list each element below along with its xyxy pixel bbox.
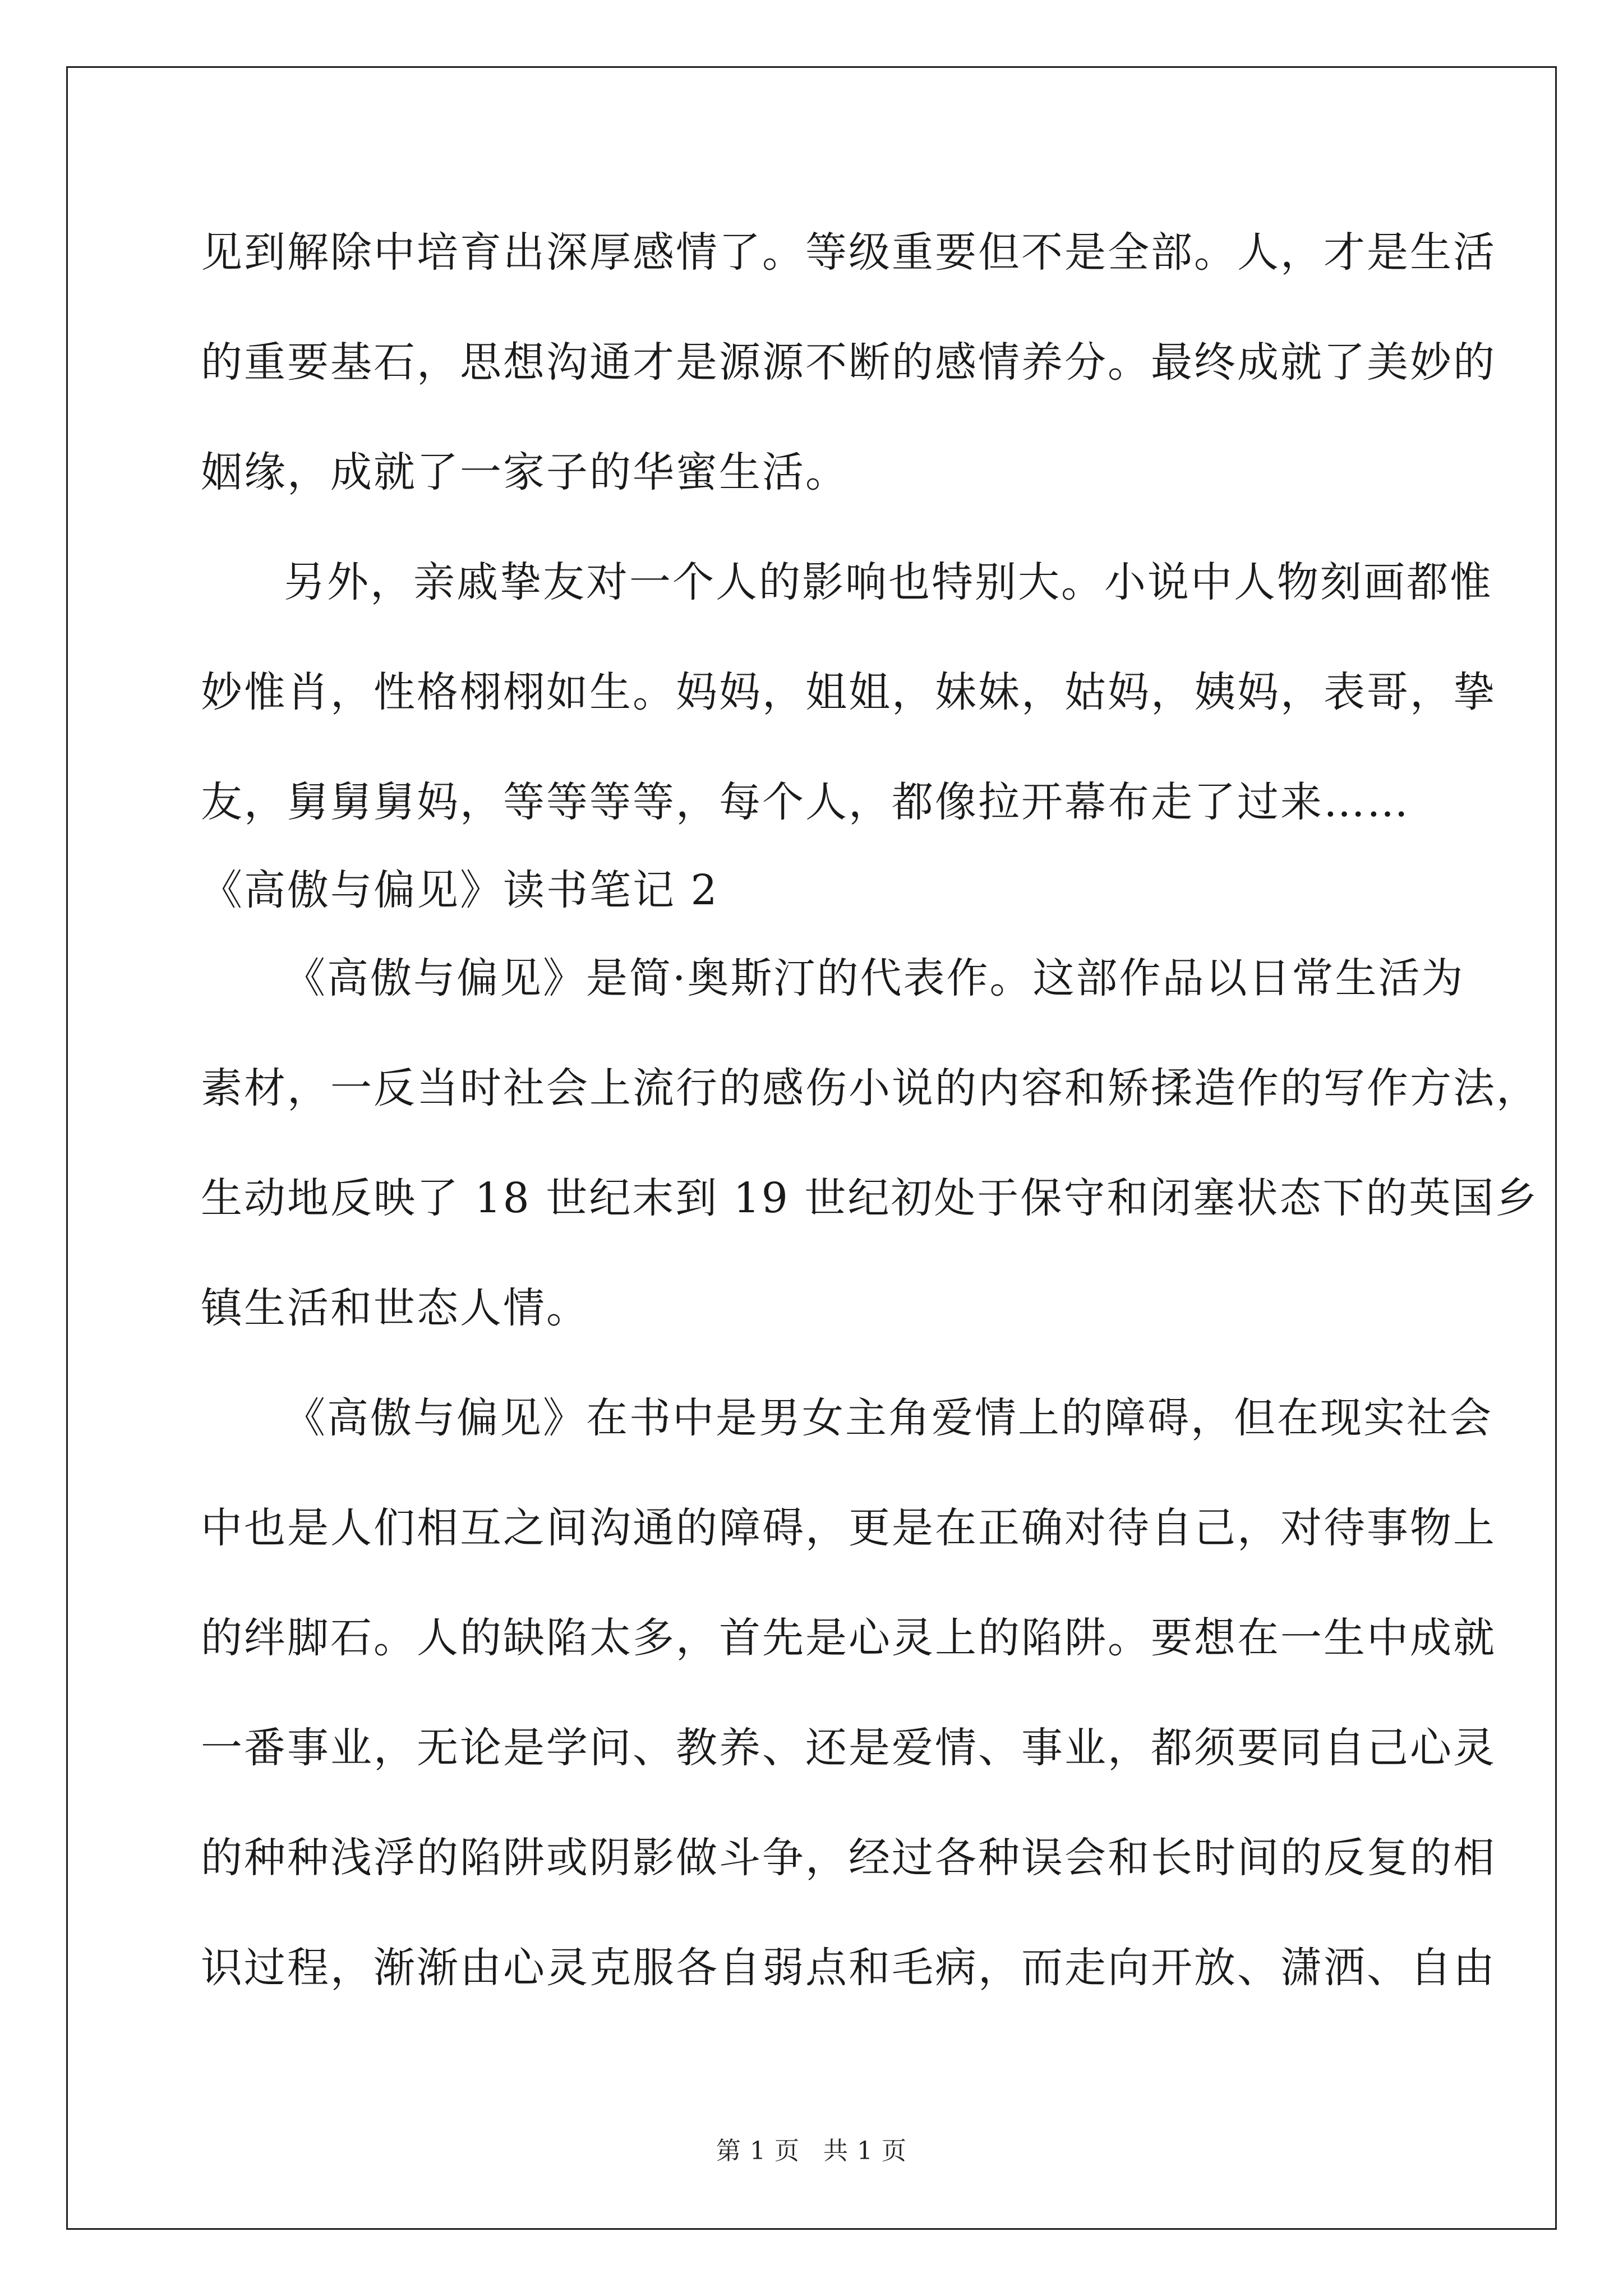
section-title: 《高傲与偏见》读书笔记 2 [201,866,719,914]
paragraph [201,1387,1496,2047]
text-line: 妙惟肖，性格栩栩如生。妈妈，姐姐，妹妹，姑妈，姨妈，表哥，挚 [201,668,1496,716]
paragraph [201,222,1496,551]
text-line: 生动地反映了 18 世纪末到 19 世纪初处于保守和闭塞状态下的英国乡 [201,1174,1539,1222]
text-line: 一番事业，无论是学问、教养、还是爱情、事业，都须要同自己心灵 [201,1724,1496,1772]
page-total: 共 1 页 [823,2137,907,2165]
text-line: 姻缘，成就了一家子的华蜜生活。 [201,448,849,496]
text-line: 镇生活和世态人情。 [201,1284,589,1332]
text-line: 《高傲与偏见》在书中是男女主角爱情上的障碍，但在现实社会 [284,1394,1493,1442]
text-line: 见到解除中培育出深厚感情了。等级重要但不是全部。人，才是生活 [201,228,1496,277]
text-line: 中也是人们相互之间沟通的障碍，更是在正确对待自己，对待事物上 [201,1504,1496,1552]
text-line: 识过程，渐渐由心灵克服各自弱点和毛病，而走向开放、潇洒、自由 [201,1944,1496,1992]
text-line: 的种种浅浮的陷阱或阴影做斗争，经过各种误会和长时间的反复的相 [201,1834,1496,1882]
text-line: 另外，亲戚挚友对一个人的影响也特别大。小说中人物刻画都惟 [284,558,1493,606]
page-number: 第 1 页 [716,2137,800,2165]
text-line: 的绊脚石。人的缺陷太多，首先是心灵上的陷阱。要想在一生中成就 [201,1614,1496,1662]
text-line: 的重要基石，思想沟通才是源源不断的感情养分。最终成就了美妙的 [201,338,1496,386]
document-body [201,222,1539,2047]
text-line: 素材，一反当时社会上流行的感伤小说的内容和矫揉造作的写作方法， [201,1064,1539,1112]
paragraph [201,947,1539,1387]
text-line: 《高傲与偏见》是简·奥斯汀的代表作。这部作品以日常生活为 [284,954,1465,1002]
page-footer [0,2134,1623,2168]
text-line: 友，舅舅舅妈，等等等等，每个人，都像拉开幕布走了过来…… [201,778,1410,826]
paragraph [201,551,1496,859]
